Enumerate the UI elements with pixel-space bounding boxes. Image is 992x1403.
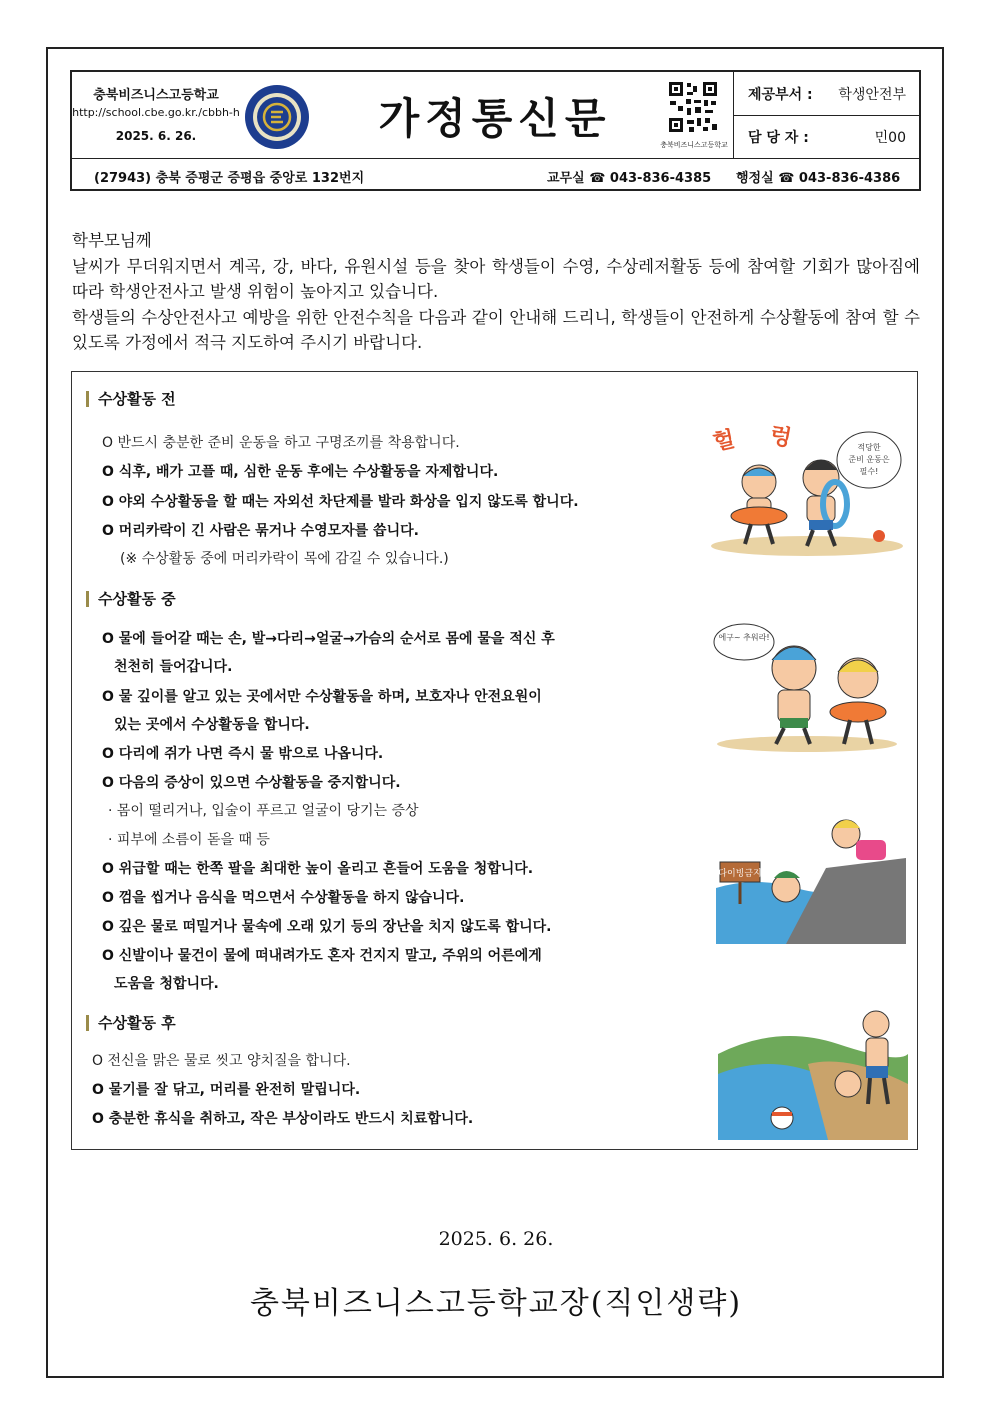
section-heading-before: 수상활동 전 bbox=[86, 388, 176, 409]
issue-date: 2025. 6. 26. bbox=[115, 129, 197, 143]
list-item: O 충분한 휴식을 취하고, 작은 부상이라도 반드시 치료합니다. bbox=[92, 1111, 474, 1127]
office-tel: 교무실 ☎ 043-836-4385 bbox=[547, 171, 712, 186]
list-item: O 전신을 맑은 물로 씻고 양치질을 합니다. bbox=[92, 1053, 351, 1069]
list-item: O 물 깊이를 알고 있는 곳에서만 수상활동을 하며, 보호자나 안전요원이 bbox=[102, 689, 542, 705]
letterhead-top bbox=[72, 72, 919, 159]
person-label: 담 당 자 : bbox=[748, 130, 809, 146]
principal-signature: 충북비즈니스고등학교장(직인생략) bbox=[249, 1286, 743, 1321]
safety-guidelines-box bbox=[71, 371, 918, 1150]
list-item: · 피부에 소름이 돋을 때 등 bbox=[108, 832, 270, 848]
letterhead bbox=[70, 70, 921, 191]
svg-text:준비 운동은: 준비 운동은 bbox=[848, 455, 890, 464]
list-item: O 다리에 쥐가 나면 즉시 물 밖으로 나옵니다. bbox=[102, 746, 384, 762]
intro-paragraph-1: 날씨가 무더워지면서 계곡, 강, 바다, 유원시설 등을 찾아 학생들이 수영, 수상레저활동 등에 참여할 기회가 많아짐에 따라 학생안전사고 발생 위험이 높아지고 있습니다. bbox=[72, 256, 920, 301]
school-url[interactable]: http://school.cbe.go.kr./cbbh-h bbox=[72, 106, 240, 119]
svg-text:적당한: 적당한 bbox=[857, 443, 881, 452]
footer-date: 2025. 6. 26. bbox=[438, 1228, 554, 1250]
intro-text bbox=[72, 228, 920, 356]
warmup-illustration-icon bbox=[709, 420, 905, 558]
list-item: O 깊은 물로 떠밀거나 물속에 오래 있기 등의 장난을 치지 않도록 합니다. bbox=[102, 919, 552, 935]
list-item: 천천히 들어갑니다. bbox=[114, 659, 233, 675]
school-name: 충북비즈니스고등학교 bbox=[93, 88, 219, 103]
list-item: O 다음의 증상이 있으면 수상활동을 중지합니다. bbox=[102, 775, 401, 791]
admin-tel: 행정실 ☎ 043-836-4386 bbox=[736, 171, 901, 186]
section-heading-after: 수상활동 후 bbox=[86, 1012, 176, 1033]
contact-row bbox=[72, 159, 919, 189]
list-item: · 몸이 떨리거나, 입술이 푸르고 얼굴이 당기는 증상 bbox=[108, 803, 419, 819]
list-item: O 야외 수상활동을 할 때는 자외선 차단제를 발라 화상을 입지 않도록 합니다. bbox=[102, 494, 579, 510]
illus-exclamation-1: 헐 bbox=[711, 426, 738, 456]
list-item: O 반드시 충분한 준비 운동을 하고 구명조끼를 착용합니다. bbox=[102, 435, 460, 451]
dept-row bbox=[734, 72, 920, 116]
dept-value: 학생안전부 bbox=[838, 87, 906, 103]
cold-bubble-text: 에구~ 추워라! bbox=[718, 633, 770, 642]
list-item: O 껌을 씹거나 음식을 먹으면서 수상활동을 하지 않습니다. bbox=[102, 890, 465, 906]
list-item: O 물에 들어갈 때는 손, 발→다리→얼굴→가슴의 순서로 몸에 물을 적신 후 bbox=[102, 631, 555, 647]
cold-children-illustration-icon bbox=[712, 620, 902, 752]
list-item: O 식후, 배가 고플 때, 심한 운동 후에는 수상활동을 자제합니다. bbox=[102, 464, 499, 480]
diving-sign-text: 다이빙금지 bbox=[718, 869, 762, 879]
list-item: O 물기를 잘 닦고, 머리를 완전히 말립니다. bbox=[92, 1082, 361, 1098]
list-item: 도움을 청합니다. bbox=[114, 976, 219, 992]
after-swim-illustration-icon bbox=[718, 1004, 908, 1140]
qr-code-icon[interactable] bbox=[667, 80, 719, 134]
list-item: O 위급할 때는 한쪽 팔을 최대한 높이 올리고 흔들어 도움을 청합니다. bbox=[102, 861, 534, 877]
greeting: 학부모님께 bbox=[72, 231, 152, 250]
meta-info bbox=[733, 72, 920, 158]
school-logo-icon bbox=[244, 84, 310, 150]
person-row bbox=[734, 115, 920, 158]
diving-illustration-icon bbox=[716, 808, 906, 944]
svg-text:필수!: 필수! bbox=[859, 467, 879, 476]
qr-caption: 충북비즈니스고등학교 bbox=[660, 141, 728, 149]
list-item: 있는 곳에서 수상활동을 합니다. bbox=[114, 717, 310, 733]
person-value: 민00 bbox=[874, 130, 906, 146]
list-item: O 신발이나 물건이 물에 떠내려가도 혼자 건지지 말고, 주위의 어른에게 bbox=[102, 948, 542, 964]
illus-exclamation-2: 렁 bbox=[767, 423, 794, 452]
section-heading-during: 수상활동 중 bbox=[86, 588, 176, 609]
page-title: 가정통신문 bbox=[378, 94, 612, 143]
address: (27943) 충북 증평군 증평읍 중앙로 132번지 bbox=[94, 171, 365, 186]
list-item: O 머리카락이 긴 사람은 묶거나 수영모자를 씁니다. bbox=[102, 523, 419, 539]
intro-paragraph-2: 학생들의 수상안전사고 예방을 위한 안전수칙을 다음과 같이 안내해 드리니, 학생들이 안전하게 수상활동에 참여 할 수 있도록 가정에서 적극 지도하여 주시기 바랍니다. bbox=[72, 307, 920, 352]
dept-label: 제공부서 : bbox=[748, 87, 813, 103]
school-info bbox=[72, 72, 240, 158]
list-item-note: (※ 수상활동 중에 머리카락이 목에 감길 수 있습니다.) bbox=[120, 551, 449, 567]
